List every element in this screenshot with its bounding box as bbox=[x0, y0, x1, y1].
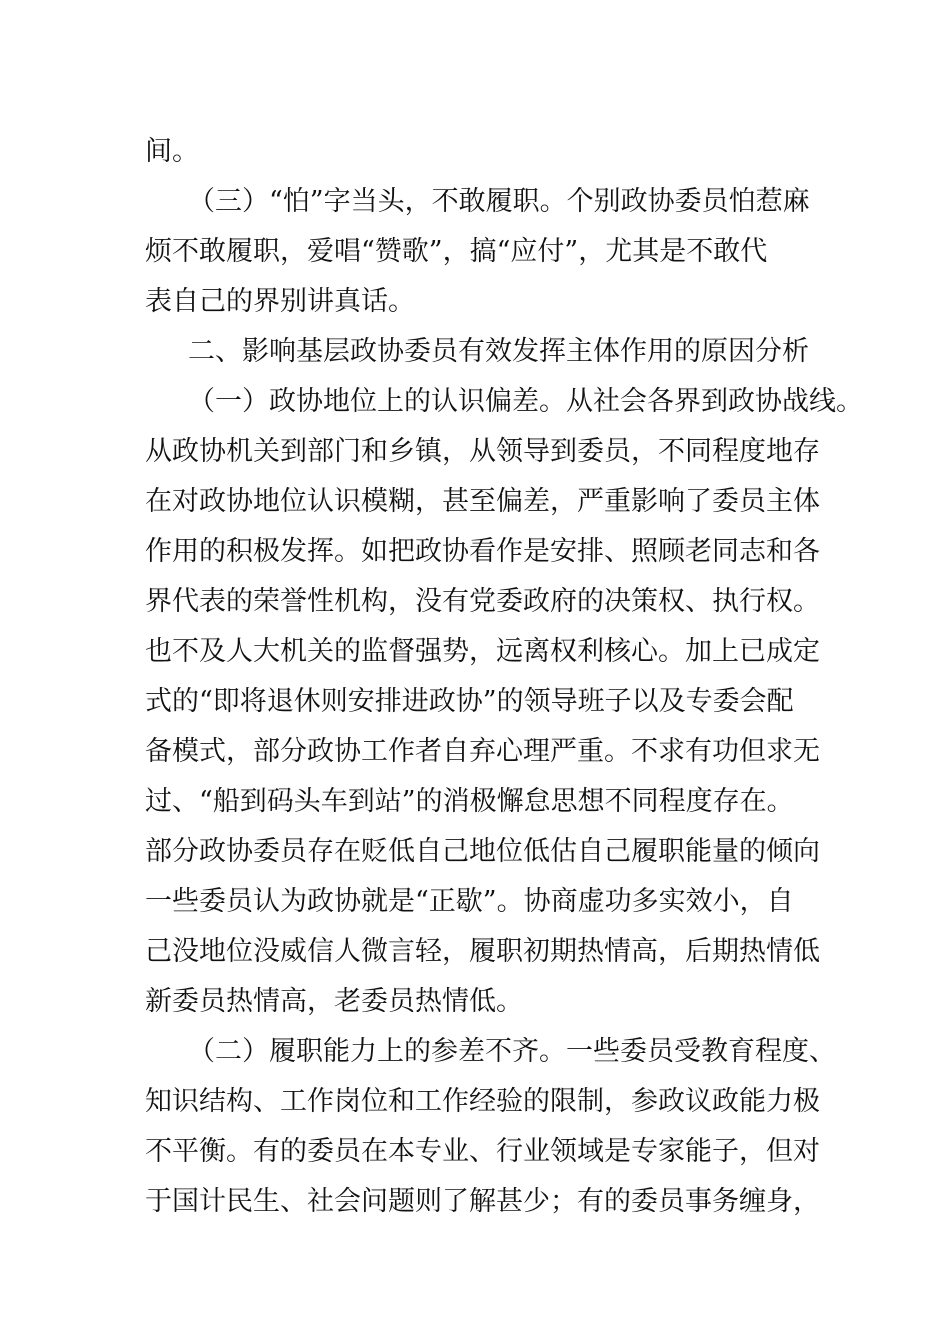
text-line: 于国计民生、社会问题则了解甚少；有的委员事务缠身， bbox=[145, 1186, 820, 1217]
text-line: 式的“即将退休则安排进政协”的领导班子以及专委会配 bbox=[145, 686, 794, 717]
text-line: 不平衡。有的委员在本专业、行业领域是专家能子，但对 bbox=[145, 1136, 820, 1167]
text-line: 也不及人大机关的监督强势，远离权利核心。加上已成定 bbox=[145, 636, 820, 667]
text-line: 在对政协地位认识模糊，甚至偏差，严重影响了委员主体 bbox=[145, 486, 820, 517]
text-line: 知识结构、工作岗位和工作经验的限制，参政议政能力极 bbox=[145, 1086, 820, 1117]
paragraph-heading-3: （三）“怕”字当头，不敢履职。个别政协委员怕惹麻 bbox=[188, 186, 810, 217]
text-line: 从政协机关到部门和乡镇，从领导到委员，不同程度地存 bbox=[145, 436, 820, 467]
text-line: 己没地位没威信人微言轻，履职初期热情高，后期热情低 bbox=[145, 936, 820, 967]
text-line: 界代表的荣誉性机构，没有党委政府的决策权、执行权。 bbox=[145, 586, 820, 617]
text-line: 表自己的界别讲真话。 bbox=[145, 286, 415, 317]
text-line: 新委员热情高，老委员热情低。 bbox=[145, 986, 523, 1017]
paragraph-heading-2: （二）履职能力上的参差不齐。一些委员受教育程度、 bbox=[188, 1036, 836, 1067]
paragraph-heading-1: （一）政协地位上的认识偏差。从社会各界到政协战线。 bbox=[188, 386, 863, 417]
text-line: 过、“船到码头车到站”的消极懈怠思想不同程度存在。 bbox=[145, 786, 794, 817]
text-line: 间。 bbox=[145, 136, 199, 167]
text-line: 一些委员认为政协就是“正歇”。协商虚功多实效小，自 bbox=[145, 886, 794, 917]
text-line: 作用的积极发挥。如把政协看作是安排、照顾老同志和各 bbox=[145, 536, 820, 567]
text-line: 烦不敢履职，爱唱“赞歌”，搞“应付”，尤其是不敢代 bbox=[145, 236, 768, 267]
text-line: 备模式，部分政协工作者自弃心理严重。不求有功但求无 bbox=[145, 736, 820, 767]
section-heading-2: 二、影响基层政协委员有效发挥主体作用的原因分析 bbox=[188, 336, 809, 367]
text-line: 部分政协委员存在贬低自己地位低估自己履职能量的倾向 bbox=[145, 836, 820, 867]
